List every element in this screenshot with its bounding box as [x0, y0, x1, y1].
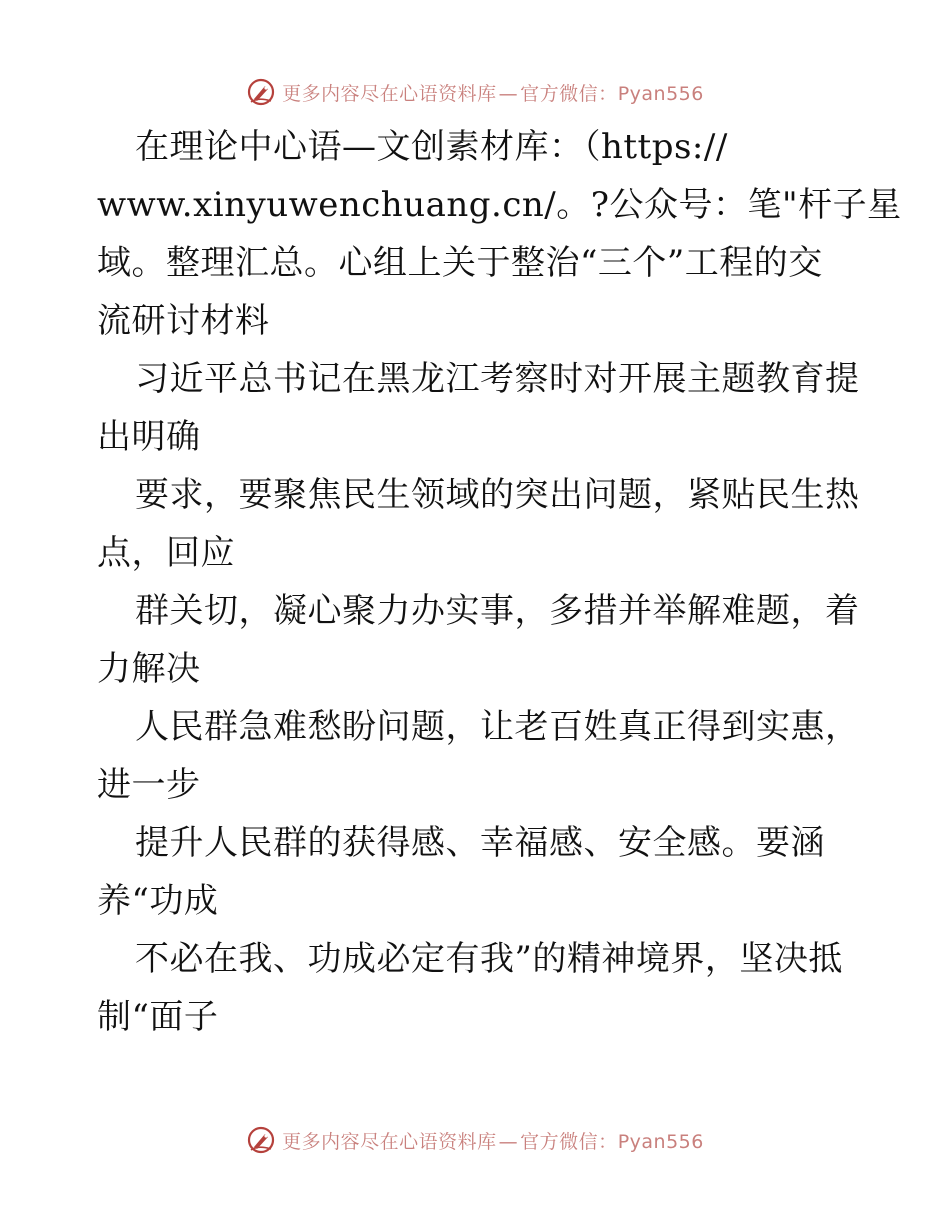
document-body	[97, 118, 902, 1046]
footer-banner	[0, 1120, 950, 1160]
text-line: 流研讨材料	[97, 301, 270, 341]
text-line: 制“面子	[97, 997, 219, 1037]
pen-nib-logo-icon	[246, 77, 276, 107]
text-line: 出明确	[97, 417, 201, 457]
text-line: 提升人民群的获得感、幸福感、安全感。要涵	[135, 823, 825, 863]
banner-title: 更多内容尽在心语资料库	[282, 82, 497, 105]
banner-dash: —	[498, 1130, 519, 1153]
text-line: www.xinyuwenchuang.cn/。?公众号：笔"杆子星	[97, 185, 902, 225]
header-banner	[0, 72, 950, 112]
footer-banner-text	[282, 1127, 704, 1154]
text-line: 点，回应	[97, 533, 235, 573]
text-line: 不必在我、功成必定有我”的精神境界，坚决抵	[135, 939, 843, 979]
text-line: 养“功成	[97, 881, 219, 921]
banner-title: 更多内容尽在心语资料库	[282, 1130, 497, 1153]
text-line: 力解决	[97, 649, 201, 689]
text-line: 要求，要聚焦民生领域的突出问题，紧贴民生热	[135, 475, 860, 515]
text-line: 人民群急难愁盼问题，让老百姓真正得到实惠，	[135, 707, 860, 747]
banner-dash: —	[498, 82, 519, 105]
banner-wechat-id: Pyan556	[617, 1130, 704, 1153]
text-line: 域。整理汇总。心组上关于整治“三个”工程的交	[97, 243, 823, 283]
banner-wechat-label: 官方微信：	[520, 82, 618, 105]
text-line: 在理论中心语—文创素材库：（https://	[135, 127, 728, 167]
banner-wechat-label: 官方微信：	[520, 1130, 618, 1153]
text-line: 群关切，凝心聚力办实事，多措并举解难题，着	[135, 591, 860, 631]
pen-nib-logo-icon	[246, 1125, 276, 1155]
banner-wechat-id: Pyan556	[617, 82, 704, 105]
header-banner-text	[282, 79, 704, 106]
text-line: 进一步	[97, 765, 201, 805]
text-line: 习近平总书记在黑龙江考察时对开展主题教育提	[135, 359, 860, 399]
